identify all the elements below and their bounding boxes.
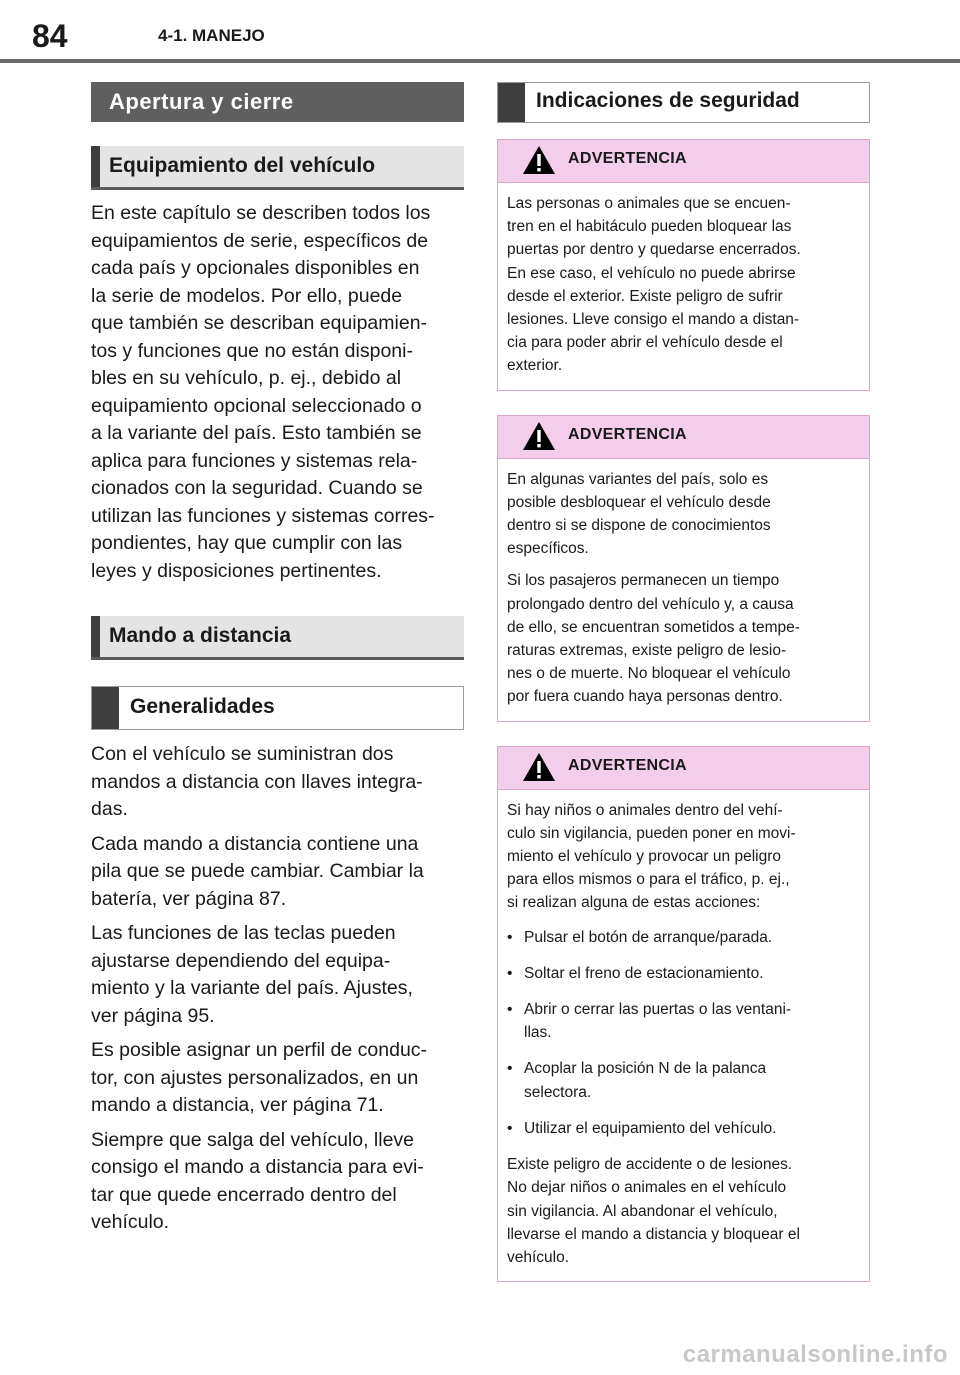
text-line: das. (91, 798, 128, 820)
footer-watermark: carmanualsonline.info (682, 1341, 948, 1368)
text-line: Soltar el freno de estacionamiento. (524, 964, 764, 982)
text-line: cionados con la seguridad. Cuando se (91, 477, 423, 499)
warning-label: ADVERTENCIA (568, 425, 687, 443)
warning-text (507, 192, 857, 378)
subsection-title-equipamiento: Equipamiento del vehículo (91, 146, 464, 190)
text-line: lesiones. Lleve consigo el mando a distan- (507, 311, 800, 329)
warning-box-3 (497, 746, 870, 1282)
warning-box-1 (497, 139, 870, 391)
text-line: vehículo. (91, 1211, 170, 1233)
text-line: si realizan alguna de estas acciones: (507, 894, 761, 912)
text-line: miento y la variante del país. Ajustes, (91, 977, 413, 999)
text-line: llas. (524, 1024, 552, 1042)
warning-triangle-icon (522, 752, 556, 782)
text-line: Existe peligro de accidente o de lesiones. (507, 1156, 793, 1174)
warning-header (498, 416, 869, 459)
section-title-apertura: Apertura y cierre (91, 82, 464, 122)
intro-paragraph (91, 200, 464, 585)
warning-text (507, 468, 857, 561)
text-line: que también se describan equipamien- (91, 312, 428, 334)
left-column (91, 82, 464, 1237)
paragraph-salga (91, 1127, 464, 1237)
text-line: tos y funciones que no están disponi- (91, 339, 413, 362)
warning-header (498, 140, 869, 183)
text-line: Las personas o animales que se encuen- (507, 195, 791, 212)
text-line: Acoplar la posición N de la palanca (524, 1060, 767, 1078)
text-line: pila que se puede cambiar. Cambiar la (91, 860, 424, 882)
text-line: Si los pasajeros permanecen un tiempo (507, 572, 780, 590)
text-line: Es posible asignar un perfil de conduc- (91, 1039, 428, 1061)
text-line: culo sin vigilancia, pueden poner en movi- (507, 824, 796, 842)
text-line: la serie de modelos. Por ello, puede (91, 284, 403, 307)
text-line: Siempre que salga del vehículo, lleve (91, 1128, 415, 1151)
text-line: bles en su vehículo, p. ej., debido al (91, 367, 402, 389)
text-line: Si hay niños o animales dentro del vehí- (507, 801, 783, 819)
text-line: utilizan las funciones y sistemas corres- (91, 504, 435, 527)
header-rule (0, 59, 960, 63)
warning-text (507, 799, 857, 915)
list-item (507, 962, 857, 985)
text-line: sin vigilancia. Al abandonar el vehículo, (507, 1202, 778, 1220)
text-line: equipamientos de serie, específicos de (91, 229, 429, 252)
right-column (497, 82, 870, 1282)
warning-body (498, 183, 869, 390)
text-line: En algunas variantes del país, solo es (507, 470, 769, 488)
text-line: cia para poder abrir el vehículo desde el (507, 334, 783, 352)
subsection-title-generalidades: Generalidades (91, 686, 464, 730)
list-item (507, 1057, 857, 1103)
text-line: Pulsar el botón de arranque/parada. (524, 928, 773, 946)
text-line: Las funciones de las teclas pueden (91, 922, 396, 944)
text-line: a la variante del país. Esto también se (91, 422, 422, 444)
warning-triangle-icon (522, 145, 556, 175)
list-item (507, 1117, 857, 1140)
warning-body (498, 459, 869, 721)
text-line: tor, con ajustes personalizados, en un (91, 1066, 419, 1089)
text-line: prolongado dentro del vehículo y, a causa (507, 595, 794, 613)
text-line: No dejar niños o animales en el vehículo (507, 1179, 787, 1197)
text-line: leyes y disposiciones pertinentes. (91, 559, 382, 582)
text-line: miento el vehículo y provocar un peligro (507, 848, 781, 866)
text-line: raturas extremas, existe peligro de lesio- (507, 642, 787, 660)
warning-text (507, 1153, 857, 1269)
text-line: En ese caso, el vehículo no puede abrirse (507, 264, 796, 282)
text-line: posible desbloquear el vehículo desde (507, 493, 771, 511)
text-line: exterior. (507, 357, 563, 375)
warning-box-2 (497, 415, 870, 722)
text-line: aplica para funciones y sistemas rela- (91, 449, 418, 472)
text-line: puertas por dentro y quedarse encerrados. (507, 241, 801, 259)
text-line: para ellos mismos o para el tráfico, p. ej., (507, 871, 790, 889)
text-line: de ello, se encuentran sometidos a tempe- (507, 618, 800, 636)
warning-triangle-icon (522, 421, 556, 451)
text-line: dentro si se dispone de conocimientos (507, 517, 771, 535)
text-line: llevarse el mando a distancia y bloquear el (507, 1225, 800, 1243)
text-line: Abrir o cerrar las puertas o las ventani- (524, 1001, 792, 1019)
warning-label: ADVERTENCIA (568, 150, 687, 167)
text-line: nes o de muerte. No bloquear el vehículo (507, 665, 791, 683)
text-line: pondientes, hay que cumplir con las (91, 532, 403, 554)
paragraph-teclas (91, 920, 464, 1030)
text-line: tren en el habitáculo pueden bloquear las (507, 218, 792, 236)
text-line: selectora. (524, 1083, 592, 1101)
text-line: Cada mando a distancia contiene una (91, 832, 419, 855)
text-line: desde el exterior. Existe peligro de sufrir (507, 287, 783, 305)
text-line: mando a distancia, ver página 71. (91, 1094, 384, 1116)
text-line: ajustarse dependiendo del equipa- (91, 949, 391, 972)
warning-header (498, 747, 869, 790)
text-line: ver página 95. (91, 1004, 215, 1027)
text-line: En este capítulo se describen todos los (91, 202, 431, 224)
text-line: mandos a distancia con llaves integra- (91, 770, 423, 793)
warning-label: ADVERTENCIA (568, 756, 687, 774)
text-line: equipamiento opcional seleccionado o (91, 394, 422, 417)
warning-text (507, 569, 857, 708)
subsection-title-mando: Mando a distancia (91, 616, 464, 660)
paragraph-pila (91, 831, 464, 914)
list-item (507, 998, 857, 1044)
text-line: batería, ver página 87. (91, 887, 287, 910)
warning-bullet-list (507, 926, 857, 1140)
chapter-title: 4-1. MANEJO (158, 26, 265, 45)
text-line: cada país y opcionales disponibles en (91, 257, 420, 279)
warning-body (498, 790, 869, 1281)
page-number: 84 (32, 18, 68, 54)
text-line: específicos. (507, 540, 589, 558)
text-line: por fuera cuando haya personas dentro. (507, 688, 783, 706)
text-line: Utilizar el equipamiento del vehículo. (524, 1119, 777, 1137)
section-title-indicaciones: Indicaciones de seguridad (497, 82, 870, 123)
paragraph-perfil (91, 1037, 464, 1120)
text-line: consigo el mando a distancia para evi- (91, 1156, 424, 1178)
list-item (507, 926, 857, 949)
text-line: vehículo. (507, 1248, 570, 1266)
paragraph-mandos (91, 741, 464, 824)
text-line: tar que quede encerrado dentro del (91, 1183, 397, 1206)
text-line: Con el vehículo se suministran dos (91, 743, 394, 765)
